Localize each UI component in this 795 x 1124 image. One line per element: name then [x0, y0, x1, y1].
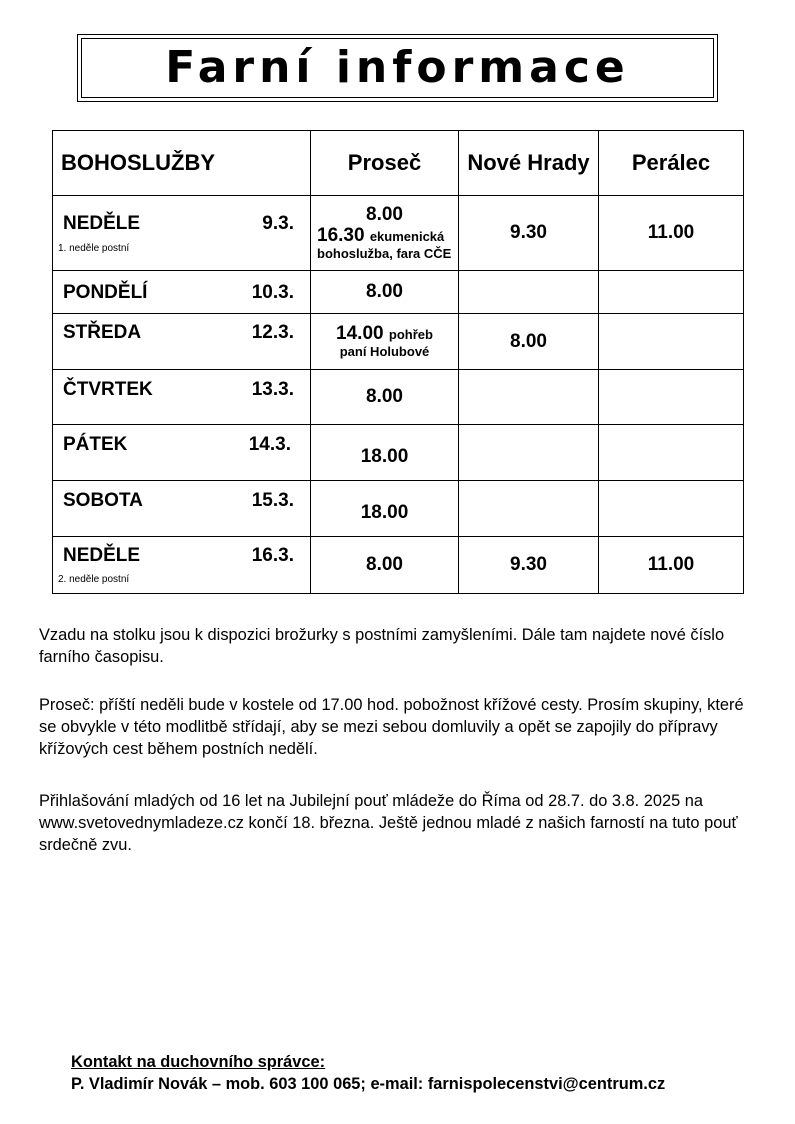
title-inner-frame — [81, 38, 714, 98]
header-prosec: Proseč — [311, 131, 459, 196]
time-value: 16.30 — [317, 224, 365, 246]
header-bohosluzby: BOHOSLUŽBY — [53, 131, 311, 196]
day-date: 13.3. — [251, 379, 294, 400]
table-row — [53, 370, 744, 425]
paragraph-youth-pilgrimage: Přihlašování mladých od 16 let na Jubilejní pouť mládeže do Říma od 28.7. do 3.8. 2025 na www.svetovednymladeze.cz končí 18. března. Ještě jednou mladé z našich farností na tuto pouť srdečně zvu. — [39, 792, 738, 854]
title-box — [77, 34, 718, 102]
nove-hrady-time: 9.30 — [459, 537, 599, 594]
time-value: 8.00 — [366, 203, 403, 225]
paragraph-stations-of-cross: Proseč: příští neděli bude v kostele od 17.00 hod. pobožnost křížové cesty. Prosím skupiny, které se obvykle v této modlitbě střídají, aby se mezi sebou domluvily a opět se zapojily do přípravy křížových cest během postních nedělí. — [39, 696, 744, 758]
nove-hrady-time — [459, 370, 599, 425]
day-date: 16.3. — [251, 545, 294, 566]
time-value: 14.00 — [336, 322, 384, 344]
day-name: SOBOTA — [63, 490, 143, 511]
contact-heading: Kontakt na duchovního správce: — [71, 1053, 326, 1071]
day-date: 9.3. — [262, 213, 294, 234]
day-cell — [53, 481, 311, 537]
table-row — [53, 196, 744, 271]
nove-hrady-time — [459, 481, 599, 537]
day-cell — [53, 425, 311, 481]
peralec-time — [599, 271, 744, 314]
table-row — [53, 271, 744, 314]
peralec-time — [599, 370, 744, 425]
service-note: ekumenická — [369, 228, 445, 244]
day-date: 10.3. — [251, 282, 294, 303]
day-date: 15.3. — [251, 490, 294, 511]
table-row — [53, 537, 744, 594]
peralec-time: 11.00 — [599, 196, 744, 271]
day-cell — [53, 370, 311, 425]
day-cell — [53, 537, 311, 594]
prosec-time: 18.00 — [311, 481, 459, 537]
day-cell — [53, 271, 311, 314]
service-note-2: paní Holubové — [339, 343, 430, 359]
nove-hrady-time: 9.30 — [459, 196, 599, 271]
day-note: 2. neděle postní — [58, 574, 130, 585]
peralec-time — [599, 314, 744, 370]
contact-block — [71, 1051, 665, 1095]
peralec-time: 11.00 — [599, 537, 744, 594]
service-note-2: bohoslužba, fara CČE — [317, 245, 452, 261]
prosec-time: 8.00 — [311, 537, 459, 594]
day-cell — [53, 314, 311, 370]
day-name: ČTVRTEK — [63, 379, 153, 400]
prosec-time: 18.00 — [311, 425, 459, 481]
nove-hrady-time: 8.00 — [459, 314, 599, 370]
day-date: 12.3. — [251, 322, 294, 343]
service-note: pohřeb — [388, 326, 433, 342]
prosec-time — [311, 196, 459, 271]
schedule-table — [52, 130, 744, 594]
time-with-note — [311, 226, 458, 247]
peralec-time — [599, 481, 744, 537]
table-row — [53, 314, 744, 370]
prosec-time: 8.00 — [311, 370, 459, 425]
nove-hrady-time — [459, 271, 599, 314]
day-name: PÁTEK — [63, 434, 128, 455]
day-name: PONDĚLÍ — [63, 282, 148, 303]
day-name: STŘEDA — [63, 322, 142, 343]
day-name: NEDĚLE — [63, 213, 141, 234]
table-row — [53, 481, 744, 537]
prosec-time: 8.00 — [311, 271, 459, 314]
contact-line: P. Vladimír Novák – mob. 603 100 065; e-mail: farnispolecenstvi@centrum.cz — [71, 1075, 666, 1093]
day-note: 1. neděle postní — [58, 243, 130, 254]
page-title: Farní informace — [165, 42, 630, 93]
prosec-time — [311, 314, 459, 370]
table-row — [53, 425, 744, 481]
nove-hrady-time — [459, 425, 599, 481]
schedule-header-row — [53, 131, 744, 196]
day-cell — [53, 196, 311, 271]
header-nove-hrady: Nové Hrady — [459, 131, 599, 196]
header-peralec: Perálec — [599, 131, 744, 196]
peralec-time — [599, 425, 744, 481]
day-date: 14.3. — [248, 434, 291, 455]
paragraph-brochures: Vzadu na stolku jsou k dispozici brožurky s postními zamyšleními. Dále tam najdete nové číslo farního časopisu. — [39, 626, 725, 666]
day-name: NEDĚLE — [63, 545, 141, 566]
